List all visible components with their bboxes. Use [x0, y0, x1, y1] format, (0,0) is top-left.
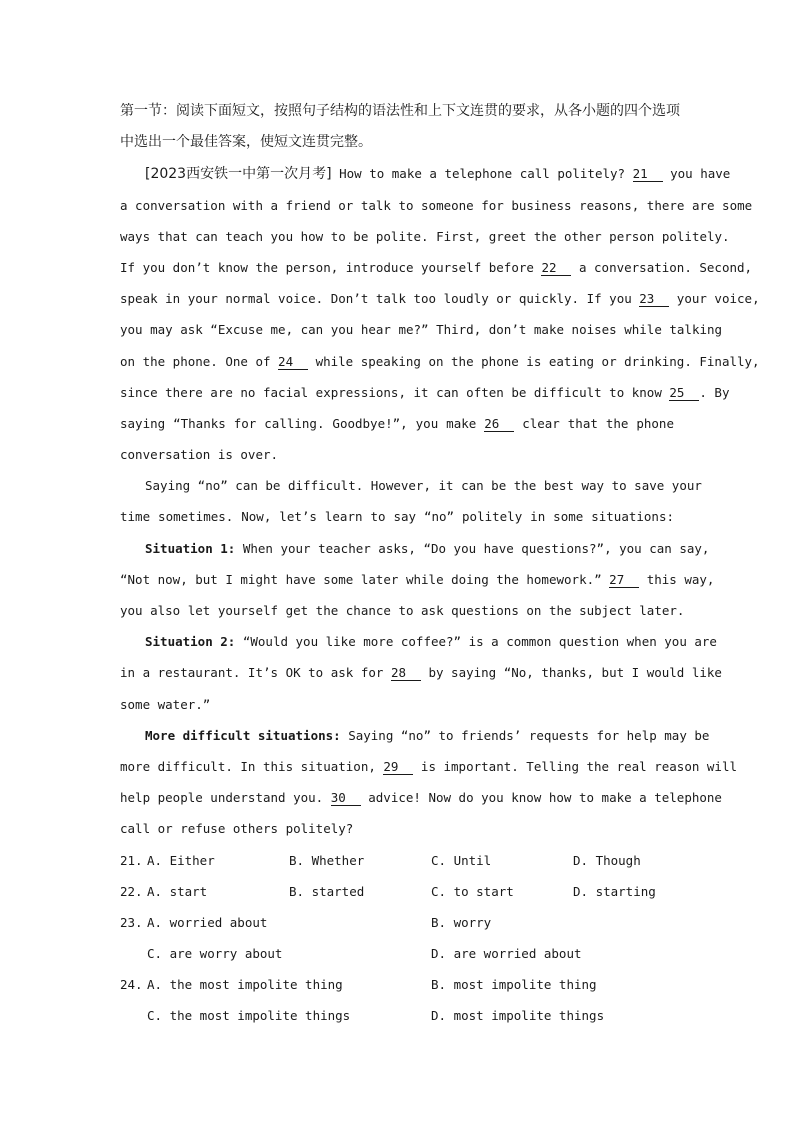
option-d: D. are worried about — [431, 946, 582, 962]
passage-line: ways that can teach you how to be polite. First, greet the other person politely. — [120, 228, 730, 244]
option-d: D. most impolite things — [431, 1008, 605, 1024]
passage-text: If you don’t know the person, introduce yourself before — [120, 259, 542, 275]
passage-line — [120, 377, 730, 408]
passage-line — [120, 408, 674, 439]
situation-2-label: Situation 2: — [145, 634, 236, 650]
passage-line — [120, 283, 760, 314]
option-a: A. start — [147, 883, 208, 899]
option-a: A. the most impolite thing — [147, 977, 343, 993]
passage-text: speak in your normal voice. Don’t talk too loudly or quickly. If you — [120, 291, 640, 307]
blank-30: 30 — [331, 791, 361, 806]
passage-text: by saying “No, thanks, but I would like — [420, 665, 722, 681]
question-21 — [120, 845, 674, 876]
document-page — [120, 96, 760, 1032]
option-a: A. Either — [147, 852, 215, 868]
passage-line — [120, 751, 738, 782]
source-tag: [2023西安铁一中第一次月考] — [145, 166, 332, 183]
question-23 — [120, 907, 674, 938]
passage-line: Saying “no” can be difficult. However, it can be the best way to save your — [145, 478, 702, 494]
passage-line: some water.” — [120, 696, 211, 712]
passage-line — [120, 533, 710, 564]
option-a: A. worried about — [147, 914, 268, 930]
passage-text: help people understand you. — [120, 790, 331, 806]
option-d: D. Though — [573, 852, 641, 868]
passage-text: clear that the phone — [514, 415, 674, 431]
passage-line — [120, 346, 760, 377]
option-c: C. the most impolite things — [147, 1008, 351, 1024]
blank-24: 24 — [278, 355, 308, 370]
blank-26: 26 — [484, 417, 514, 432]
option-c: C. are worry about — [147, 946, 283, 962]
option-b: B. most impolite thing — [431, 977, 597, 993]
passage-text: on the phone. One of — [120, 353, 279, 369]
blank-21: 21 — [633, 167, 663, 182]
passage-line: conversation is over. — [120, 447, 279, 463]
instruction-line-1: 第一节：阅读下面短文，按照句子结构的语法性和上下文连贯的要求，从各小题的四个选项 — [120, 103, 680, 119]
passage-text: “Would you like more coffee?” is a common question when you are — [235, 634, 717, 650]
blank-22: 22 — [541, 261, 571, 276]
option-c: C. to start — [431, 883, 514, 899]
passage-line — [120, 626, 717, 657]
question-number: 24. — [120, 977, 143, 993]
passage-line: a conversation with a friend or talk to someone for business reasons, there are some — [120, 197, 753, 213]
passage-text: since there are no facial expressions, it can often be difficult to know — [120, 384, 670, 400]
passage-line: time sometimes. Now, let’s learn to say “no” politely in some situations: — [120, 509, 674, 525]
option-b: B. started — [289, 883, 365, 899]
situation-1-label: Situation 1: — [145, 540, 236, 556]
option-c: C. Until — [431, 852, 492, 868]
question-22 — [120, 876, 674, 907]
passage-line: call or refuse others politely? — [120, 821, 354, 837]
question-number: 21. — [120, 852, 143, 868]
option-b: B. worry — [431, 914, 492, 930]
passage-text: advice! Now do you know how to make a telephone — [360, 790, 722, 806]
passage-text: your voice, — [669, 291, 760, 307]
blank-25: 25 — [669, 386, 699, 401]
passage-line — [120, 782, 722, 813]
blank-28: 28 — [391, 666, 421, 681]
passage-text: . By — [699, 384, 730, 400]
passage-line — [120, 252, 753, 283]
instruction-line-2: 中选出一个最佳答案，使短文连贯完整。 — [120, 134, 372, 151]
option-d: D. starting — [573, 883, 656, 899]
question-number: 23. — [120, 914, 143, 930]
situation-3-label: More difficult situations: — [145, 727, 341, 743]
question-24-cont — [120, 1000, 674, 1031]
passage-text: this way, — [639, 571, 715, 587]
passage-text: in a restaurant. It’s OK to ask for — [120, 665, 391, 681]
passage-line — [120, 158, 731, 189]
passage-text: more difficult. In this situation, — [120, 758, 384, 774]
question-number: 22. — [120, 883, 143, 899]
passage-line — [120, 564, 715, 595]
question-23-cont — [120, 938, 674, 969]
question-24 — [120, 969, 674, 1000]
option-b: B. Whether — [289, 852, 365, 868]
passage-text: a conversation. Second, — [571, 259, 753, 275]
passage-line: you also let yourself get the chance to ask questions on the subject later. — [120, 603, 685, 618]
passage-text: How to make a telephone call politely? — [331, 166, 633, 182]
passage-text: while speaking on the phone is eating or drinking. Finally, — [308, 353, 760, 369]
passage-text: is important. Telling the real reason will — [413, 758, 738, 774]
passage-line — [120, 657, 722, 688]
blank-27: 27 — [609, 573, 639, 588]
passage-text: you have — [662, 166, 731, 182]
passage-line — [120, 720, 710, 751]
blank-29: 29 — [383, 760, 413, 775]
passage-text: Saying “no” to friends’ requests for help may be — [340, 727, 710, 743]
passage-line: you may ask “Excuse me, can you hear me?” Third, don’t make noises while talking — [120, 322, 723, 338]
passage-text: “Not now, but I might have some later while doing the homework.” — [120, 571, 610, 587]
passage-text: saying “Thanks for calling. Goodbye!”, you make — [120, 415, 485, 431]
blank-23: 23 — [639, 292, 669, 307]
passage-text: When your teacher asks, “Do you have questions?”, you can say, — [235, 540, 710, 556]
